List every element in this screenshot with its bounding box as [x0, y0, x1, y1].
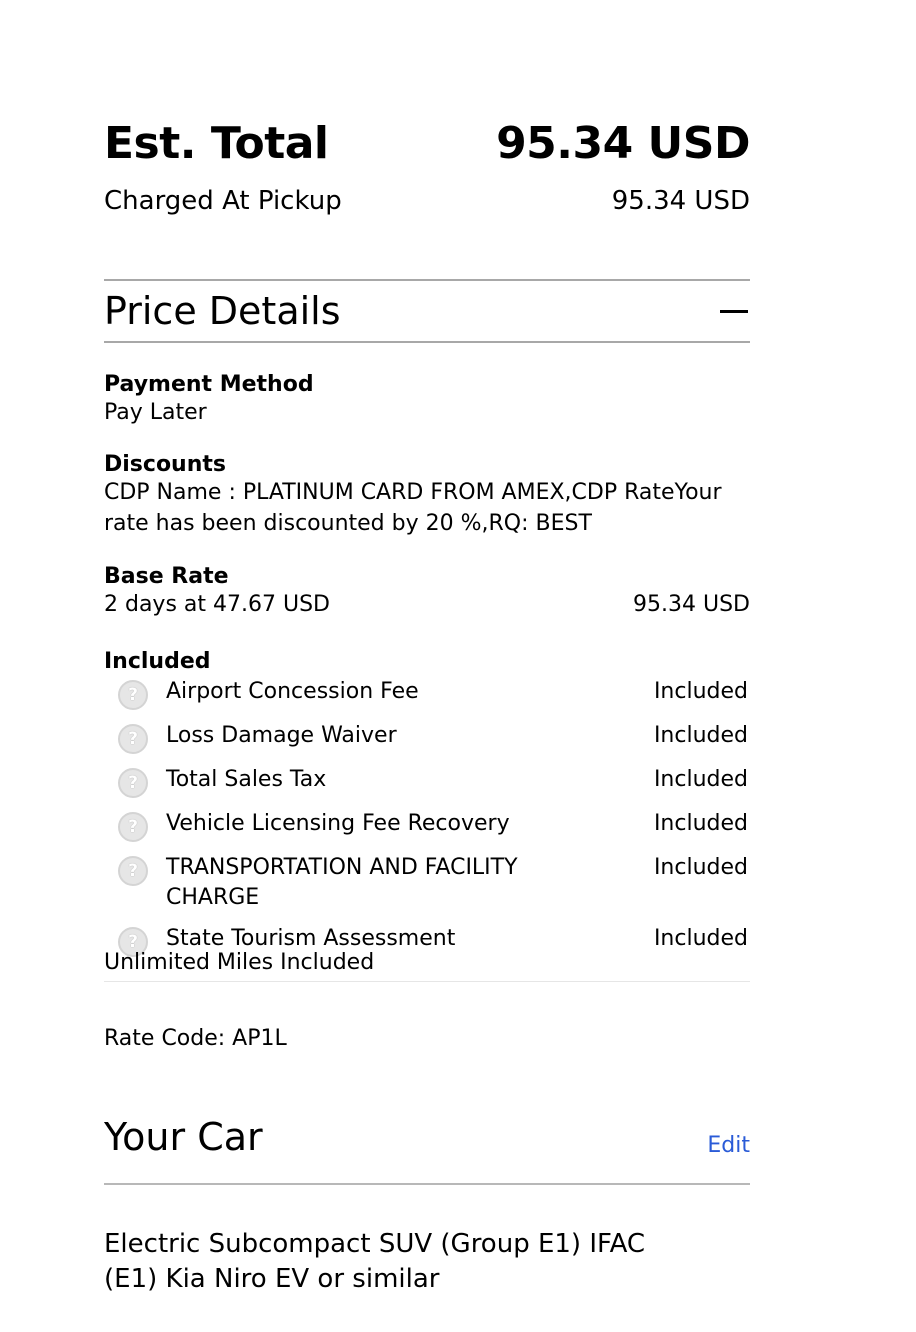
- base-rate-description: 2 days at 47.67 USD: [104, 592, 330, 617]
- included-section: [104, 649, 750, 968]
- payment-method-value: Pay Later: [104, 400, 207, 425]
- included-item: [104, 853, 750, 913]
- est-total-amount: 95.34 USD: [496, 118, 750, 169]
- discounts-section: [104, 452, 750, 539]
- edit-car-link[interactable]: Edit: [707, 1133, 750, 1158]
- est-total-row: [104, 118, 750, 169]
- rate-code: Rate Code: AP1L: [104, 1026, 287, 1051]
- charged-at-pickup-row: [104, 186, 750, 216]
- base-rate-label: Base Rate: [104, 564, 229, 589]
- payment-method-section: [104, 372, 750, 428]
- included-item-status: Included: [653, 767, 748, 792]
- price-details-toggle[interactable]: [104, 279, 750, 343]
- discounts-value: CDP Name : PLATINUM CARD FROM AMEX,CDP RateYour rate has been discounted by 20 %,RQ: BEST: [104, 480, 722, 536]
- included-item-name: Total Sales Tax: [166, 767, 327, 792]
- included-item-status: Included: [653, 811, 748, 836]
- included-item: [104, 765, 750, 798]
- unlimited-miles-note: Unlimited Miles Included: [104, 950, 750, 982]
- question-mark-icon[interactable]: ?: [118, 812, 148, 842]
- question-mark-icon[interactable]: ?: [118, 724, 148, 754]
- your-car-header: [104, 1115, 750, 1185]
- included-item-status: Included: [653, 679, 748, 704]
- base-rate-amount: 95.34 USD: [633, 592, 750, 617]
- car-description: Electric Subcompact SUV (Group E1) IFAC (E1) Kia Niro EV or similar: [104, 1229, 646, 1294]
- your-car-title: Your Car: [104, 1115, 263, 1159]
- question-mark-icon[interactable]: ?: [118, 927, 148, 957]
- collapse-minus-icon[interactable]: [720, 310, 748, 313]
- question-mark-icon[interactable]: ?: [118, 856, 148, 886]
- included-item-name: Loss Damage Waiver: [166, 723, 397, 748]
- base-rate-section: [104, 564, 750, 620]
- included-item-name: TRANSPORTATION AND FACILITY CHARGE: [166, 855, 518, 910]
- included-item-status: Included: [653, 926, 748, 951]
- base-rate-row: [104, 589, 750, 620]
- included-item-status: Included: [653, 855, 748, 880]
- included-item-name: Airport Concession Fee: [166, 679, 419, 704]
- price-details-title: Price Details: [104, 289, 341, 333]
- included-item: [104, 721, 750, 754]
- discounts-label: Discounts: [104, 452, 226, 477]
- charged-label: Charged At Pickup: [104, 186, 342, 216]
- included-item: [104, 809, 750, 842]
- included-label: Included: [104, 649, 211, 674]
- included-item-name: State Tourism Assessment: [166, 926, 456, 951]
- included-item-status: Included: [653, 723, 748, 748]
- question-mark-icon[interactable]: ?: [118, 680, 148, 710]
- included-item-name: Vehicle Licensing Fee Recovery: [166, 811, 510, 836]
- question-mark-icon[interactable]: ?: [118, 768, 148, 798]
- charged-amount: 95.34 USD: [611, 186, 750, 216]
- included-item: [104, 677, 750, 710]
- est-total-label: Est. Total: [104, 118, 329, 169]
- payment-method-label: Payment Method: [104, 372, 314, 397]
